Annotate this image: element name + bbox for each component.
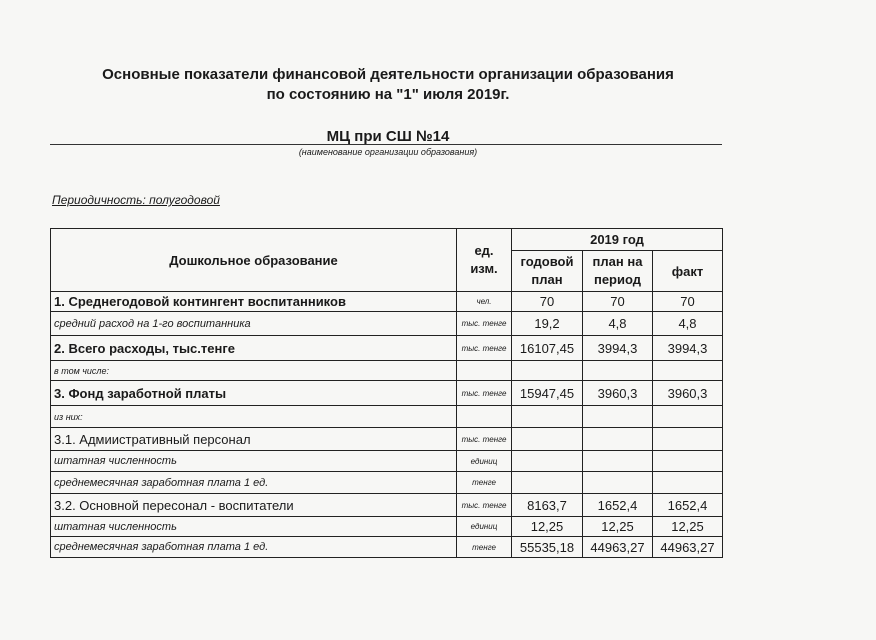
table-row xyxy=(51,494,723,517)
header-period: план на период xyxy=(583,251,653,292)
table-row xyxy=(51,361,723,381)
row-annual-plan xyxy=(512,451,583,472)
row-fact: 12,25 xyxy=(653,517,723,537)
row-annual-plan: 19,2 xyxy=(512,312,583,336)
row-period-plan xyxy=(583,472,653,494)
organization-caption: (наименование организации образования) xyxy=(298,147,478,157)
row-label: штатная численность xyxy=(51,451,457,472)
table-row xyxy=(51,451,723,472)
row-unit xyxy=(457,361,512,381)
table-row xyxy=(51,312,723,336)
header-year: 2019 год xyxy=(512,229,723,251)
table-row xyxy=(51,292,723,312)
row-period-plan xyxy=(583,361,653,381)
row-period-plan xyxy=(583,451,653,472)
report-title-line1: Основные показатели финансовой деятельности организации образования xyxy=(102,66,674,83)
row-unit: чел. xyxy=(457,292,512,312)
row-fact xyxy=(653,406,723,428)
row-unit: тыс. тенге xyxy=(457,336,512,361)
row-annual-plan xyxy=(512,472,583,494)
row-fact xyxy=(653,472,723,494)
row-period-plan: 44963,27 xyxy=(583,537,653,558)
row-unit: единиц xyxy=(457,451,512,472)
row-annual-plan xyxy=(512,361,583,381)
header-plan: годовой план xyxy=(512,251,583,292)
row-label: средний расход на 1-го воспитанника xyxy=(51,312,457,336)
row-period-plan: 12,25 xyxy=(583,517,653,537)
row-period-plan: 1652,4 xyxy=(583,494,653,517)
row-unit: тыс. тенге xyxy=(457,381,512,406)
row-annual-plan: 15947,45 xyxy=(512,381,583,406)
row-label: 1. Среднегодовой контингент воспитанников xyxy=(51,292,457,312)
row-period-plan xyxy=(583,428,653,451)
table-row xyxy=(51,428,723,451)
header-unit xyxy=(457,229,512,292)
header-fact: факт xyxy=(653,251,723,292)
row-unit: тыс. тенге xyxy=(457,428,512,451)
row-period-plan xyxy=(583,406,653,428)
report-title-line2: по состоянию на "1" июля 2019г. xyxy=(266,86,510,103)
row-annual-plan: 8163,7 xyxy=(512,494,583,517)
row-label: 3. Фонд заработной платы xyxy=(51,381,457,406)
table-row xyxy=(51,517,723,537)
row-annual-plan: 12,25 xyxy=(512,517,583,537)
row-label: среднемесячная заработная плата 1 ед. xyxy=(51,537,457,558)
row-unit xyxy=(457,406,512,428)
row-period-plan: 3994,3 xyxy=(583,336,653,361)
row-label: штатная численность xyxy=(51,517,457,537)
header-unit-label: ед. изм. xyxy=(470,243,498,276)
row-fact: 3960,3 xyxy=(653,381,723,406)
row-unit: тыс. тенге xyxy=(457,494,512,517)
table-row xyxy=(51,537,723,558)
row-label: 2. Всего расходы, тыс.тенге xyxy=(51,336,457,361)
row-unit: единиц xyxy=(457,517,512,537)
row-label: среднемесячная заработная плата 1 ед. xyxy=(51,472,457,494)
row-label: 3.2. Основной пересонал - воспитатели xyxy=(51,494,457,517)
row-period-plan: 3960,3 xyxy=(583,381,653,406)
row-label: 3.1. Адмиистративный персонал xyxy=(51,428,457,451)
header-main: Дошкольное образование xyxy=(51,229,457,292)
row-label: из них: xyxy=(51,406,457,428)
organization-underline xyxy=(50,144,722,145)
row-period-plan: 70 xyxy=(583,292,653,312)
row-fact: 44963,27 xyxy=(653,537,723,558)
row-label: в том числе: xyxy=(51,361,457,381)
row-annual-plan xyxy=(512,406,583,428)
row-fact: 1652,4 xyxy=(653,494,723,517)
row-unit: тенге xyxy=(457,537,512,558)
table-row xyxy=(51,336,723,361)
row-annual-plan xyxy=(512,428,583,451)
organization-name: МЦ при СШ №14 xyxy=(326,128,450,145)
table-row xyxy=(51,381,723,406)
indicators-table xyxy=(50,228,723,558)
row-annual-plan: 70 xyxy=(512,292,583,312)
row-annual-plan: 16107,45 xyxy=(512,336,583,361)
row-annual-plan: 55535,18 xyxy=(512,537,583,558)
periodicity-label: Периодичность: полугодовой xyxy=(52,193,220,207)
row-fact xyxy=(653,428,723,451)
row-unit: тыс. тенге xyxy=(457,312,512,336)
table-row xyxy=(51,472,723,494)
row-fact: 4,8 xyxy=(653,312,723,336)
row-unit: тенге xyxy=(457,472,512,494)
row-fact xyxy=(653,361,723,381)
row-fact xyxy=(653,451,723,472)
table-row xyxy=(51,406,723,428)
row-fact: 3994,3 xyxy=(653,336,723,361)
row-period-plan: 4,8 xyxy=(583,312,653,336)
row-fact: 70 xyxy=(653,292,723,312)
